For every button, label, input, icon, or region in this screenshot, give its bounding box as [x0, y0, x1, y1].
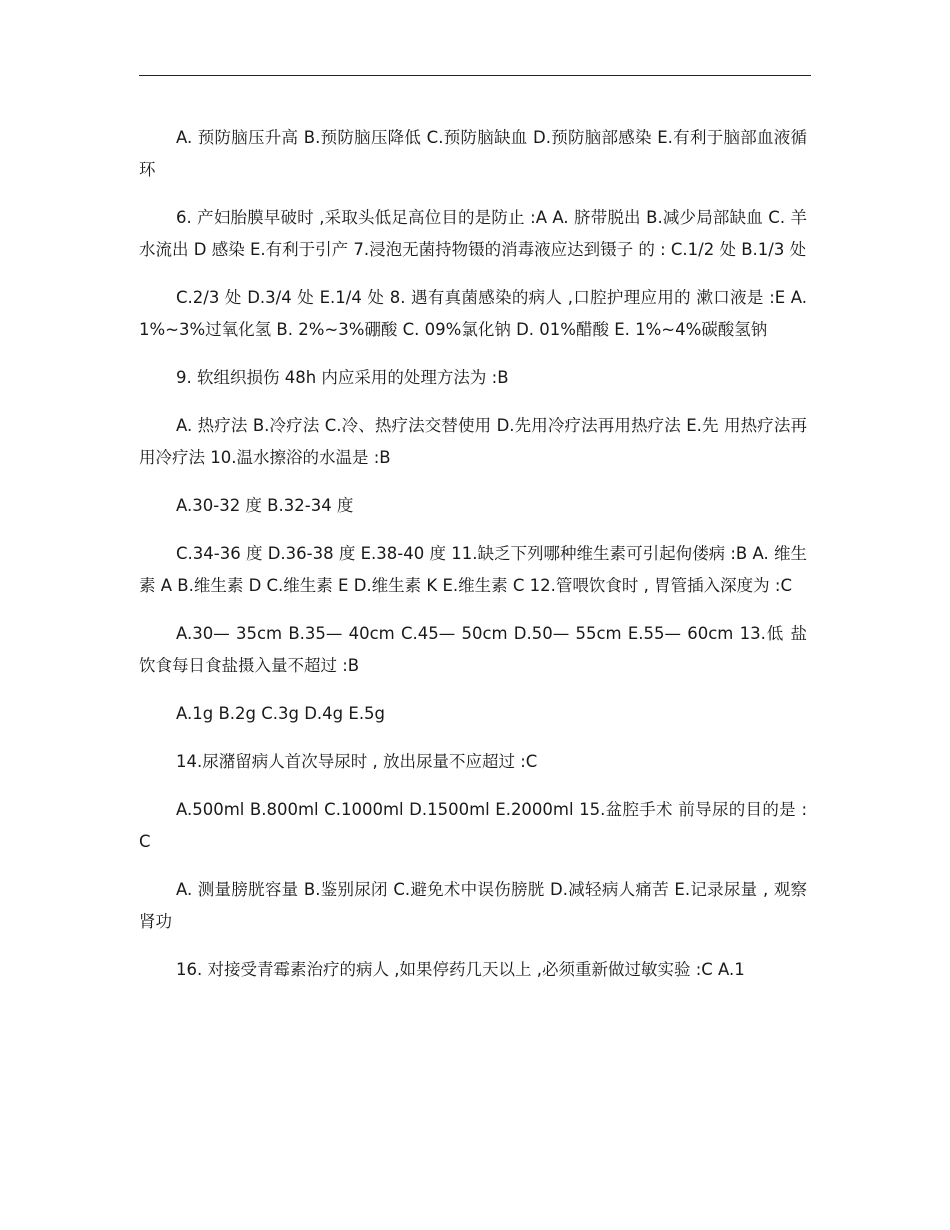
paragraph: 16. 对接受青霉素治疗的病人 ,如果停药几天以上 ,必须重新做过敏实验 :C A.1: [176, 960, 745, 979]
paragraph: C.2/3 处 D.3/4 处 E.1/4 处 8. 遇有真菌感染的病人 ,口腔护理应用的 漱口液是 :E A. 1%~3%过氧化氢 B. 2%~3%硼酸 C. 09%氯化钠 D. 01%醋酸 E. 1%~4%碳酸氢钠: [139, 288, 807, 339]
paragraph: C.34-36 度 D.36-38 度 E.38-40 度 11.缺乏下列哪种维生素可引起佝偻病 :B A. 维生素 A B.维生素 D C.维生素 E D.维生素 K E.维生素 C 12.管喂饮食时 , 胃管插入深度为 :C: [139, 544, 807, 595]
paragraph: A.30— 35cm B.35— 40cm C.45— 50cm D.50— 55cm E.55— 60cm 13.低 盐饮食每日食盐摄入量不超过 :B: [139, 624, 807, 675]
header-rule: [139, 75, 811, 76]
paragraph: A.30-32 度 B.32-34 度: [176, 496, 354, 515]
paragraph: A. 预防脑压升高 B.预防脑压降低 C.预防脑缺血 D.预防脑部感染 E.有利于脑部血液循环: [139, 128, 807, 179]
paragraph: A. 测量膀胱容量 B.鉴别尿闭 C.避免术中误伤膀胱 D.减轻病人痛苦 E.记录尿量 , 观察肾功: [139, 880, 807, 931]
document-body: [139, 122, 807, 1002]
paragraph: A.1g B.2g C.3g D.4g E.5g: [176, 704, 386, 723]
paragraph: 14.尿潴留病人首次导尿时 , 放出尿量不应超过 :C: [176, 752, 538, 771]
paragraph: A. 热疗法 B.冷疗法 C.冷、热疗法交替使用 D.先用冷疗法再用热疗法 E.先 用热疗法再用冷疗法 10.温水擦浴的水温是 :B: [139, 416, 807, 467]
paragraph: 6. 产妇胎膜早破时 ,采取头低足高位目的是防止 :A A. 脐带脱出 B.减少局部缺血 C. 羊水流出 D 感染 E.有利于引产 7.浸泡无菌持物镊的消毒液应达到镊子 的 : C.1/2 处 B.1/3 处: [139, 208, 807, 259]
paragraph: 9. 软组织损伤 48h 内应采用的处理方法为 :B: [176, 368, 509, 387]
paragraph: A.500ml B.800ml C.1000ml D.1500ml E.2000ml 15.盆腔手术 前导尿的目的是 :C: [139, 800, 807, 851]
